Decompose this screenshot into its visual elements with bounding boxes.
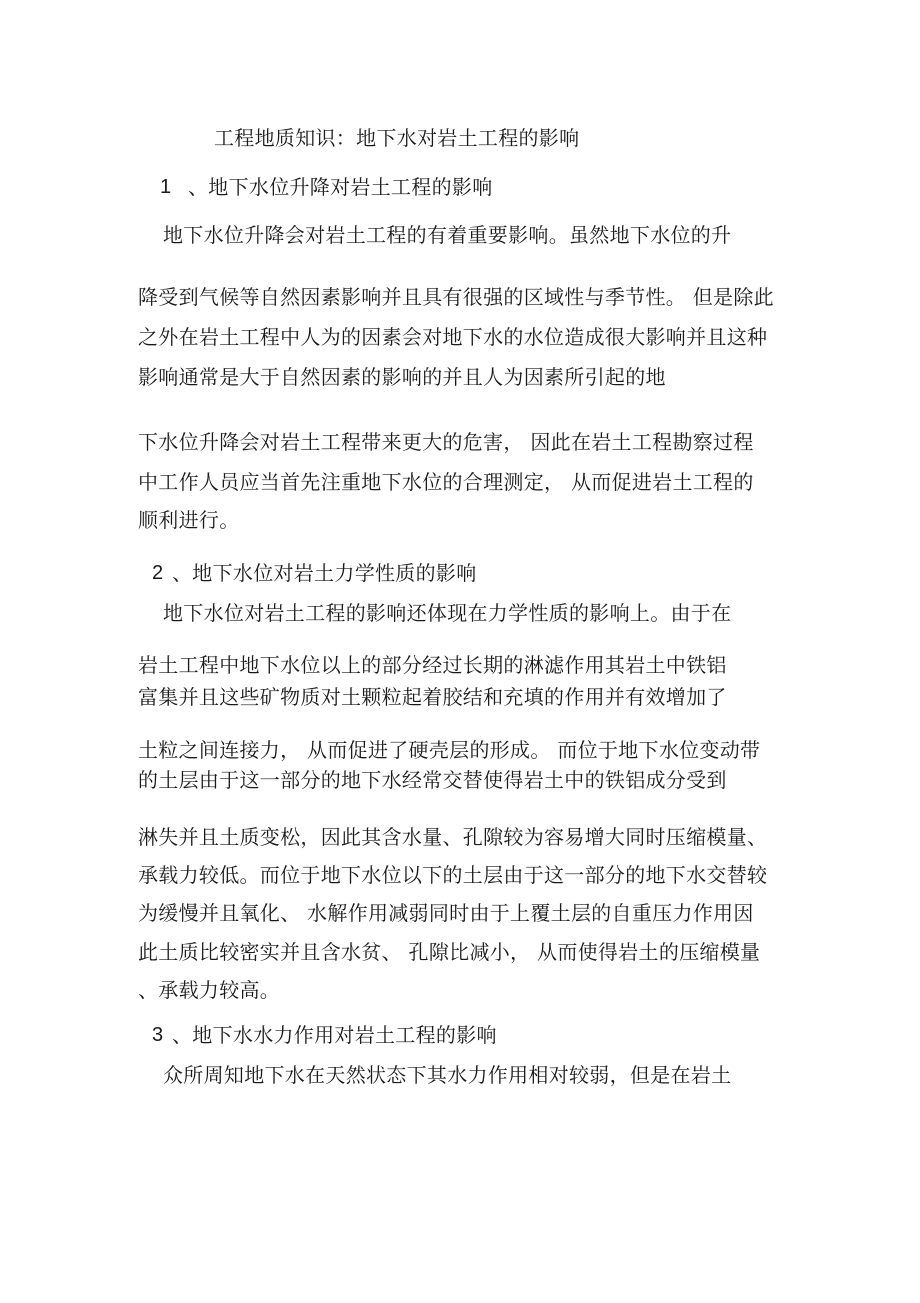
document-title: 工程地质知识：地下水对岩土工程的影响	[214, 126, 580, 150]
paragraph-line: 之外在岩土工程中人为的因素会对地下水的水位造成很大影响并且这种	[138, 325, 768, 349]
paragraph-line: 、承载力较高。	[138, 978, 281, 1002]
section-3-number: 3	[152, 1024, 164, 1046]
paragraph-line: 顺利进行。	[138, 508, 240, 532]
paragraph-line: 为缓慢并且氧化、 水解作用减弱同时由于上覆土层的自重压力作用因	[138, 901, 754, 925]
section-1-number: 1	[160, 176, 172, 198]
paragraph-line: 承载力较低。而位于地下水位以下的土层由于这一部分的地下水交替较	[138, 863, 768, 887]
paragraph-line: 降受到气候等自然因素影响并且具有很强的区域性与季节性。 但是除此	[138, 285, 774, 309]
section-2-number: 2	[152, 562, 164, 584]
paragraph-line: 地下水位对岩土工程的影响还体现在力学性质的影响上。由于在	[163, 601, 732, 625]
section-1-heading: 、地下水位升降对岩土工程的影响	[188, 175, 493, 199]
paragraph-line: 富集并且这些矿物质对土颗粒起着胶结和充填的作用并有效增加了	[138, 685, 727, 709]
section-3-heading: 、地下水水力作用对岩土工程的影响	[172, 1023, 497, 1047]
paragraph-line: 中工作人员应当首先注重地下水位的合理测定， 从而促进岩土工程的	[138, 470, 754, 494]
paragraph-line: 岩土工程中地下水位以上的部分经过长期的淋滤作用其岩土中铁铝	[138, 653, 727, 677]
paragraph-line: 下水位升降会对岩土工程带来更大的危害， 因此在岩土工程勘察过程	[138, 430, 754, 454]
paragraph-line: 的土层由于这一部分的地下水经常交替使得岩土中的铁铝成分受到	[138, 768, 727, 792]
paragraph-line: 众所周知地下水在天然状态下其水力作用相对较弱，但是在岩土	[163, 1063, 732, 1087]
paragraph-line: 地下水位升降会对岩土工程的有着重要影响。虽然地下水位的升	[163, 223, 732, 247]
paragraph-line: 淋失并且土质变松，因此其含水量、孔隙较为容易增大同时压缩模量、	[138, 825, 768, 849]
paragraph-line: 土粒之间连接力， 从而促进了硬壳层的形成。 而位于地下水位变动带	[138, 738, 761, 762]
section-2-heading: 、地下水位对岩土力学性质的影响	[172, 561, 477, 585]
paragraph-line: 影响通常是大于自然因素的影响的并且人为因素所引起的地	[138, 365, 666, 389]
paragraph-line: 此土质比较密实并且含水贫、 孔隙比减小， 从而使得岩土的压缩模量	[138, 940, 761, 964]
